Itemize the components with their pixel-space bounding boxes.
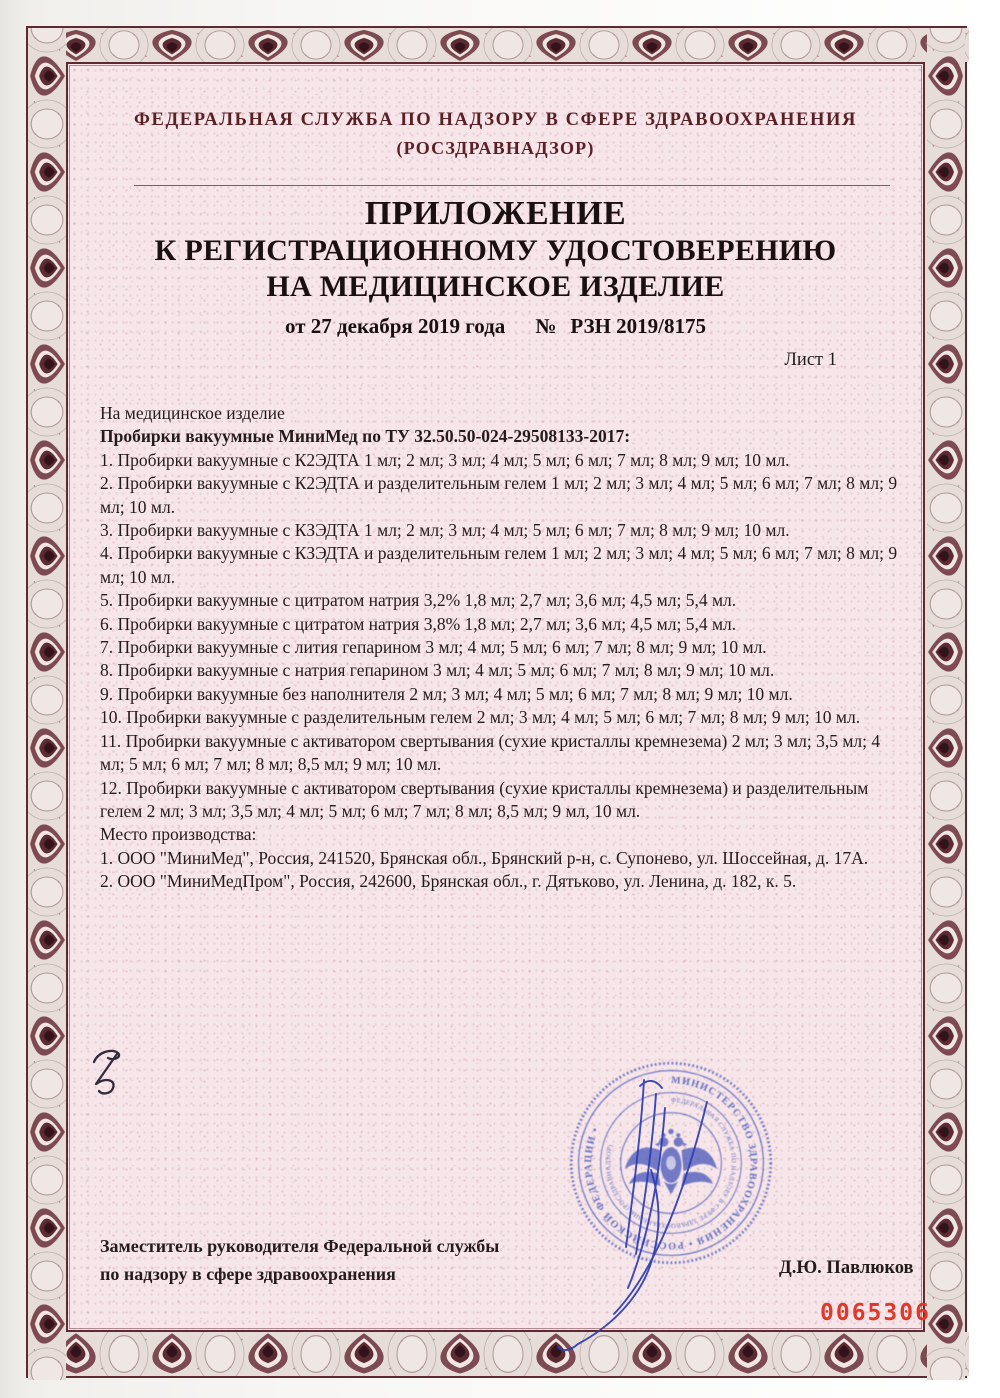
signatory-title-line1: Заместитель руководителя Федеральной службы (100, 1236, 500, 1256)
stamp-outer-ring-text: МИНИСТЕРСТВО ЗДРАВООХРАНЕНИЯ • РОССИЙСКОЙ ФЕДЕРАЦИИ • (583, 1075, 759, 1251)
product-variant-item: 5. Пробирки вакуумные с цитратом натрия 3,2% 1,8 мл; 2,7 мл; 3,6 мл; 4,5 мл; 5,4 мл. (100, 590, 737, 611)
product-variant-list (100, 449, 908, 824)
intro-line: На медицинское изделие (100, 403, 285, 423)
product-variant-item: 11. Пробирки вакуумные с активатором свертывания (сухие кристаллы кремнезема) 2 мл; 3 мл; 3,5 мл; 4 мл; 5 мл; 6 мл; 7 мл; 8 мл; 8,5 мл; 9 мл; 10 мл. (100, 730, 881, 775)
document-body (100, 402, 908, 894)
document-title-line3: НА МЕДИЦИНСКОЕ ИЗДЕЛИЕ (266, 270, 725, 303)
guilloche-border-right (927, 28, 965, 1376)
signatory-name: Д.Ю. Павлюков (779, 1258, 914, 1278)
guilloche-border-top (28, 28, 965, 62)
agency-name: ФЕДЕРАЛЬНАЯ СЛУЖБА ПО НАДЗОРУ В СФЕРЕ ЗДРАВООХРАНЕНИЯ (134, 110, 857, 130)
sheet-number-label: Лист 1 (784, 350, 837, 370)
product-variant-item: 3. Пробирки вакуумные с КЗЭДТА 1 мл; 2 мл; 3 мл; 4 мл; 5 мл; 6 мл; 7 мл; 8 мл; 9 мл; 10 мл. (100, 520, 790, 541)
stamp-inner-ring-text: ФЕДЕРАЛЬНАЯ СЛУЖБА ПО НАДЗОРУ В СФЕРЕ ЗДРАВООХРАНЕНИЯ (РОСЗДРАВНАДЗОР) (605, 1097, 737, 1229)
guilloche-border-bottom (28, 1332, 965, 1376)
production-site-item: 1. ООО "МиниМед", Россия, 241520, Брянская обл., Брянский р-н, с. Супонево, ул. Шоссейная, д. 17А. (100, 847, 869, 868)
product-variant-item: 1. Пробирки вакуумные с К2ЭДТА 1 мл; 2 мл; 3 мл; 4 мл; 5 мл; 6 мл; 7 мл; 8 мл; 9 мл; 10 мл. (100, 449, 790, 470)
signatory-title (100, 1232, 499, 1288)
product-variant-item: 12. Пробирки вакуумные с активатором свертывания (сухие кристаллы кремнезема) и разделительным гелем 2 мл; 3 мл; 3,5 мл; 4 мл; 5 мл; 6 мл; 7 мл; 8 мл; 8,5 мл; 9 мл, 10 мл. (100, 777, 869, 821)
document-title-line2: К РЕГИСТРАЦИОННОМУ УДОСТОВЕРЕНИЮ (154, 234, 837, 267)
product-variant-item: 6. Пробирки вакуумные с цитратом натрия 3,8% 1,8 мл; 2,7 мл; 3,6 мл; 4,5 мл; 5,4 мл. (100, 613, 737, 634)
product-variant-item: 8. Пробирки вакуумные с натрия гепарином 3 мл; 4 мл; 5 мл; 6 мл; 7 мл; 8 мл; 9 мл; 10 мл. (100, 660, 775, 681)
signature-ink (544, 1042, 804, 1372)
registration-number: РЗН 2019/8175 (570, 314, 707, 338)
product-variant-item: 4. Пробирки вакуумные с КЗЭДТА и разделительным гелем 1 мл; 2 мл; 3 мл; 4 мл; 5 мл; 6 мл; 7 мл; 8 мл; 9 мл; 10 мл. (100, 543, 898, 587)
serial-number: 0065306 (820, 1300, 931, 1326)
product-title-line: Пробирки вакуумные МиниМед по ТУ 32.50.50-024-29508133-2017: (100, 426, 631, 447)
agency-short-name: (РОСЗДРАВНАДЗОР) (396, 138, 595, 158)
registration-date: от 27 декабря 2019 года (284, 314, 506, 338)
product-variant-item: 9. Пробирки вакуумные без наполнителя 2 мл; 3 мл; 4 мл; 5 мл; 6 мл; 7 мл; 8 мл; 9 мл; 10 мл. (100, 683, 793, 704)
document-title-line1: ПРИЛОЖЕНИЕ (364, 195, 627, 232)
issuing-agency-header (68, 110, 923, 159)
product-variant-item: 7. Пробирки вакуумные с лития гепарином 3 мл; 4 мл; 5 мл; 6 мл; 7 мл; 8 мл; 9 мл; 10 мл. (100, 637, 767, 658)
header-divider-line (134, 185, 890, 186)
certificate-sheet (26, 26, 967, 1378)
guilloche-border-left (28, 28, 66, 1376)
registration-date-number-line (68, 314, 923, 339)
signatory-title-line2: по надзору в сфере здравоохранения (100, 1264, 396, 1284)
product-variant-item: 10. Пробирки вакуумные с разделительным гелем 2 мл; 3 мл; 4 мл; 5 мл; 6 мл; 7 мл; 8 мл; 9 мл; 10 мл. (100, 707, 861, 728)
handwritten-ink-mark (84, 1044, 140, 1100)
document-title (68, 195, 923, 305)
production-sites-heading: Место производства: (100, 824, 257, 845)
production-site-item: 2. ООО "МиниМедПром", Россия, 242600, Брянская обл., г. Дятьково, ул. Ленина, д. 182, к. 5. (100, 871, 797, 892)
production-site-list (100, 847, 908, 894)
certificate-inner-sheet (66, 62, 931, 1332)
number-sign: № (535, 314, 557, 338)
product-variant-item: 2. Пробирки вакуумные с К2ЭДТА и разделительным гелем 1 мл; 2 мл; 3 мл; 4 мл; 5 мл; 6 мл; 7 мл; 8 мл; 9 мл; 10 мл. (100, 473, 898, 517)
